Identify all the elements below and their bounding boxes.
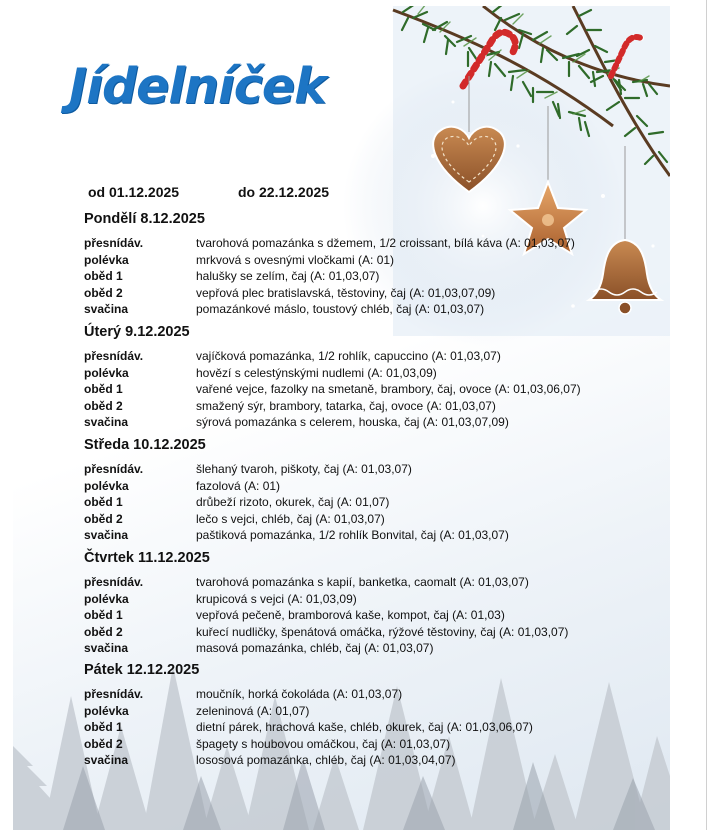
meal-label: polévka bbox=[84, 252, 129, 267]
meal-text: smažený sýr, brambory, tatarka, čaj, ovoce (A: 01,03,07) bbox=[196, 398, 496, 413]
meal-row bbox=[13, 348, 670, 364]
meal-row bbox=[13, 252, 670, 268]
meal-row bbox=[13, 511, 670, 527]
meal-text: krupicová s vejci (A: 01,03,09) bbox=[196, 591, 357, 606]
meal-label: oběd 1 bbox=[84, 495, 123, 509]
meal-row bbox=[13, 478, 670, 494]
meal-text: vajíčková pomazánka, 1/2 rohlík, capuccino (A: 01,03,07) bbox=[196, 349, 501, 363]
date-to: do 22.12.2025 bbox=[238, 184, 330, 200]
meal-row bbox=[13, 591, 670, 607]
meal-label: polévka bbox=[84, 591, 129, 606]
meal-text: sýrová pomazánka s celerem, houska, čaj (A: 01,03,07,09) bbox=[196, 415, 509, 429]
meal-row bbox=[13, 640, 670, 656]
meal-text: lečo s vejci, chléb, čaj (A: 01,03,07) bbox=[196, 511, 385, 526]
meal-label: svačina bbox=[84, 528, 129, 542]
date-from: od 01.12.2025 bbox=[88, 184, 180, 200]
page-title: Jídelníček bbox=[69, 58, 326, 115]
meal-row bbox=[13, 398, 670, 414]
meal-text: pomazánkové máslo, toustový chléb, čaj (A: 01,03,07) bbox=[196, 302, 485, 316]
meal-label: svačina bbox=[84, 415, 129, 429]
meal-row bbox=[13, 365, 670, 381]
meal-text: dietní párek, hrachová kaše, chléb, okurek, čaj (A: 01,03,06,07) bbox=[196, 720, 533, 734]
meal-text: zeleninová (A: 01,07) bbox=[196, 703, 310, 718]
meal-label: přesnídáv. bbox=[84, 236, 144, 250]
meal-label: polévka bbox=[84, 703, 129, 718]
meal-row bbox=[13, 285, 670, 301]
meal-row bbox=[13, 301, 670, 317]
meal-label: oběd 1 bbox=[84, 269, 123, 283]
meal-row bbox=[13, 574, 670, 590]
meal-label: polévka bbox=[84, 478, 129, 493]
meal-text: kuřecí nudličky, špenátová omáčka, rýžové těstoviny, čaj (A: 01,03,07) bbox=[196, 624, 569, 639]
meal-row bbox=[13, 494, 670, 510]
meal-text: vepřová plec bratislavská, těstoviny, čaj (A: 01,03,07,09) bbox=[196, 285, 496, 300]
meal-label: přesnídáv. bbox=[84, 462, 144, 476]
meal-label: oběd 1 bbox=[84, 382, 123, 396]
meal-row bbox=[13, 703, 670, 719]
meal-text: tvarohová pomazánka s džemem, 1/2 croissant, bílá káva (A: 01,03,07) bbox=[196, 236, 575, 250]
meal-text: vepřová pečeně, bramborová kaše, kompot, čaj (A: 01,03) bbox=[196, 608, 505, 622]
meal-label: oběd 1 bbox=[84, 720, 123, 734]
menu-page bbox=[13, 6, 670, 830]
meal-row bbox=[13, 527, 670, 543]
meal-text: paštiková pomazánka, 1/2 rohlík Bonvital, čaj (A: 01,03,07) bbox=[196, 528, 509, 542]
meal-label: oběd 1 bbox=[84, 608, 123, 622]
meal-row bbox=[13, 686, 670, 702]
meal-label: svačina bbox=[84, 641, 129, 655]
meal-row bbox=[13, 235, 670, 251]
meal-text: vařené vejce, fazolky na smetaně, brambory, čaj, ovoce (A: 01,03,06,07) bbox=[196, 382, 581, 396]
meal-row bbox=[13, 268, 670, 284]
meal-row bbox=[13, 624, 670, 640]
meal-label: oběd 2 bbox=[84, 285, 123, 300]
meal-label: přesnídáv. bbox=[84, 687, 144, 701]
page-edge bbox=[706, 0, 707, 830]
meal-row bbox=[13, 752, 670, 768]
meal-label: přesnídáv. bbox=[84, 575, 144, 589]
meal-text: fazolová (A: 01) bbox=[196, 478, 281, 493]
day-heading: Úterý 9.12.2025 bbox=[84, 324, 190, 340]
meal-text: drůbeží rizoto, okurek, čaj (A: 01,07) bbox=[196, 495, 390, 509]
meal-text: lososová pomazánka, chléb, čaj (A: 01,03,04,07) bbox=[196, 753, 456, 767]
meal-row bbox=[13, 719, 670, 735]
meal-text: halušky se zelím, čaj (A: 01,03,07) bbox=[196, 269, 380, 283]
meal-text: šlehaný tvaroh, piškoty, čaj (A: 01,03,07) bbox=[196, 462, 412, 476]
day-heading: Pátek 12.12.2025 bbox=[84, 662, 200, 678]
meal-label: svačina bbox=[84, 753, 129, 767]
meal-label: oběd 2 bbox=[84, 511, 123, 526]
meal-row bbox=[13, 607, 670, 623]
meal-label: přesnídáv. bbox=[84, 349, 144, 363]
meal-text: masová pomazánka, chléb, čaj (A: 01,03,07) bbox=[196, 641, 434, 655]
meal-row bbox=[13, 461, 670, 477]
meal-row bbox=[13, 381, 670, 397]
meal-label: oběd 2 bbox=[84, 624, 123, 639]
meal-label: oběd 2 bbox=[84, 736, 123, 751]
meal-text: mrkvová s ovesnými vločkami (A: 01) bbox=[196, 252, 395, 267]
day-heading: Pondělí 8.12.2025 bbox=[84, 211, 205, 227]
meal-text: tvarohová pomazánka s kapií, banketka, caomalt (A: 01,03,07) bbox=[196, 575, 529, 589]
meal-label: oběd 2 bbox=[84, 398, 123, 413]
meal-row bbox=[13, 736, 670, 752]
meal-text: moučník, horká čokoláda (A: 01,03,07) bbox=[196, 687, 403, 701]
day-heading: Středa 10.12.2025 bbox=[84, 437, 206, 453]
meal-label: polévka bbox=[84, 365, 129, 380]
meal-text: špagety s houbovou omáčkou, čaj (A: 01,03,07) bbox=[196, 736, 451, 751]
day-heading: Čtvrtek 11.12.2025 bbox=[84, 550, 210, 566]
meal-label: svačina bbox=[84, 302, 129, 316]
meal-row bbox=[13, 414, 670, 430]
meal-text: hovězí s celestýnskými nudlemi (A: 01,03,09) bbox=[196, 365, 437, 380]
